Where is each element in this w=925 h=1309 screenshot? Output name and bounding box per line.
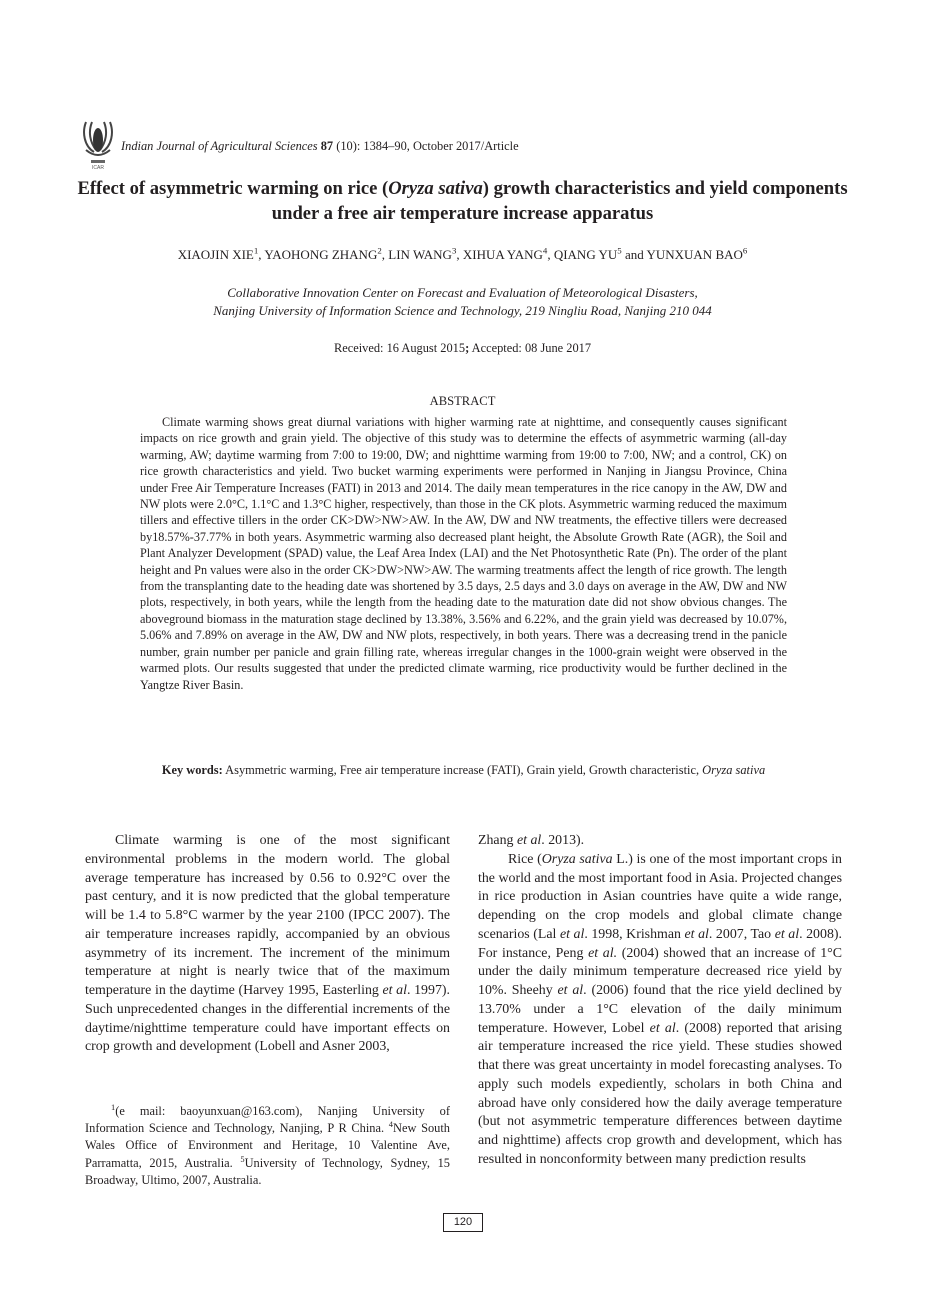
text-run: and YUNXUAN BAO: [621, 247, 743, 262]
text-run: et al.: [588, 945, 618, 961]
text-run: Climate warming shows great diurnal variations with higher warming rate at nighttime, and consequently causes significant impacts on rice growth and grain yield. The objective of this study was to determine the effects of asymmetric warming (all-day warming, AW; daytime warming from 7:00 to 19:00, DW; and nighttime warming from 19:00 to 7:00, NW; and a control, CK) on rice growth characteristics and yield. Two bucket warming experiments were performed in Nanjing in Jiangsu Province, China under Free Air Temperature Increases (FATI) in 2013 and 2014. The daily mean temperatures in the rice canopy in the AW, DW and NW plots were 2.0°C, 1.1°C and 1.3°C higher, respectively, than those in the CK plots. Asymmetric warming reduced the maximum tillers and effective tillers in the order CK>DW>NW>AW. In the AW, DW and NW treatments, the effective tillers were decreased by18.57%-37.77% in both years. Asymmetric warming also decreased plant height, the Absolute Growth Rate (AGR), the Soil and Plant Analyzer Development (SPAD) value, the Leaf Area Index (LAI) and the Net Photosynthetic Rate (Pn). The order of the plant height and Pn values were also in the order CK>DW>NW>AW. The warming treatments affect the length of rice growth. The length from the transplanting date to the heading date was shortened by 3.5 days, 2.5 days and 3.0 days on average in the AW, DW and NW plots, respectively, in both years, while the length from the heading date to the maturation date did not show obvious changes. The aboveground biomass in the maturation stage declined by 13.38%, 3.56% and 6.22%, and the grain yield was decreased by 10.07%, 5.06% and 7.89% on average in the AW, DW and NW plots, respectively, in both years. There was a decreasing trend in the panicle number, grain number per panicle and grain filling rate, whereas irregular changes in the 1000-grain weight were observed in the warmed plots. Our results suggested that under the predicted climate warming, rice productivity would be further declined in the Yangtze River Basin.: [140, 415, 787, 692]
text-run: . 2007, Tao: [708, 926, 775, 942]
text-run: Climate warming is one of the most significant environmental problems in the modern world. The global average temperature has increased by 0.56 to 0.92°C over the past century, and it is now predicted that the global temperature will be 1.4 to 5.8°C warmer by the year 2100 (IPCC 2007). The air temperature increases rapidly, accompanied by an obvious asymmetry of its increment. The increment of the minimum temperature at night is nearly twice that of the maximum temperature in the daytime (Harvey 1995, Easterling: [85, 833, 450, 998]
received-dates: [60, 341, 865, 356]
text-run: , YAOHONG ZHANG: [258, 247, 378, 262]
text-run: Accepted: 08 June 2017: [469, 341, 592, 355]
text-run: et al: [559, 926, 585, 942]
text-run: University of Technology, Sydney, 15 Broadway, Ultimo, 2007, Australia.: [85, 1155, 450, 1187]
text-run: Asymmetric warming, Free air temperature increase (FATI), Grain yield, Growth characteristic,: [222, 763, 703, 777]
footnote: [85, 1103, 450, 1189]
text-run: ;: [465, 341, 470, 355]
text-run: et al: [684, 926, 709, 942]
icar-logo: [80, 120, 116, 170]
text-run: Effect of asymmetric warming on rice (: [77, 178, 389, 199]
text-run: , QIANG YU: [547, 247, 618, 262]
body-paragraph: [478, 851, 842, 1170]
page-number: 120: [443, 1213, 483, 1232]
text-run: Received: 16 August 2015: [333, 341, 466, 355]
text-run: XIAOJIN XIE: [177, 247, 254, 262]
text-run: et al: [649, 1020, 676, 1036]
text-run: , LIN WANG: [381, 247, 452, 262]
text-run: , XIHUA YANG: [456, 247, 543, 262]
text-run: Oryza sativa: [541, 851, 613, 867]
text-run: 4: [542, 245, 548, 256]
text-run: 5: [617, 245, 622, 256]
text-run: Oryza sativa: [388, 178, 483, 199]
text-run: 3: [451, 245, 457, 256]
body-paragraph: [85, 832, 450, 1057]
text-run: Zhang: [478, 833, 517, 848]
text-run: . 2013).: [541, 833, 585, 848]
left-column: [85, 832, 450, 1057]
author-list: [60, 247, 865, 263]
text-run: . (2006) found that the rice yield declined by 13.70% under a 1°C elevation of the daily minimum temperature. However, Lobel: [478, 983, 842, 1036]
text-run: et al: [516, 833, 542, 848]
affiliation-line: Collaborative Innovation Center on Forecast and Evaluation of Meteorological Disasters,: [227, 285, 698, 300]
text-run: 4: [388, 1119, 393, 1130]
text-run: et al: [382, 983, 407, 998]
body-paragraph-continued: [478, 832, 842, 851]
text-run: . (2008) reported that arising air temperature increased the rice yield. These studies showed that there was great uncertainty in model forecasting analyses. To apply such models expediently, scholars in both China and abroad have only considered how the daily average temperature (but not asymmetric temperature differences between daytime and nighttime) affects crop growth and development, which has resulted in nonconformity between many prediction results: [478, 1020, 842, 1167]
wheat-logo-icon: [80, 120, 116, 170]
text-run: 1: [253, 245, 259, 256]
abstract-text: [140, 414, 787, 693]
affiliation-line: Nanjing University of Information Science and Technology, 219 Ningliu Road, Nanjing 210 044: [213, 303, 712, 318]
text-run: 2: [377, 245, 382, 256]
text-run: Rice (: [508, 851, 542, 867]
text-run: et al: [774, 926, 800, 942]
text-run: (e mail: baoyunxuan@163.com), Nanjing University of Information Science and Technology, Nanjing, P R China.: [85, 1104, 450, 1136]
paper-title: [60, 176, 865, 226]
text-run: L.) is one of the most important crops in the world and the most important food in Asia. Projected changes in rice production in Asian countries have quite a wide range, depending on the crop models and global climate change scenarios (Lal: [478, 851, 842, 942]
text-run: . 2008). For instance, Peng: [478, 926, 842, 961]
text-run: Indian Journal of Agricultural Sciences: [121, 139, 318, 153]
text-run: New South Wales Office of Environment and Heritage, 10 Valentine Ave, Parramatta, 2015, Australia.: [85, 1121, 450, 1170]
text-run: Oryza sativa: [702, 763, 766, 777]
text-run: (10): 1384–90, October 2017/Article: [333, 139, 519, 153]
text-run: 87: [320, 139, 334, 153]
svg-text:ICAR: ICAR: [92, 165, 104, 170]
text-run: Key words:: [161, 763, 223, 777]
text-run: 6: [742, 245, 748, 256]
right-column: [478, 832, 842, 1170]
text-run: . 1997). Such unprecedented changes in the differential increments of the daytime/nighttime temperature could have important effects on crop growth and development (Lobell and Asner 2003,: [85, 983, 450, 1055]
text-run: 5: [240, 1153, 245, 1164]
abstract-heading: ABSTRACT: [429, 394, 496, 408]
journal-citation: [121, 139, 519, 154]
text-run: 1: [111, 1101, 116, 1112]
text-run: ) growth characteristics and yield components under a free air temperature increase apparatus: [271, 178, 848, 224]
affiliation: [60, 284, 865, 320]
text-run: et al: [557, 983, 584, 998]
keywords: [140, 762, 787, 779]
text-run: (2004) showed that an increase of 1°C under the daily minimum temperature decreased rice yield by 10%. Sheehy: [478, 945, 842, 998]
text-run: . 1998, Krishman: [584, 926, 685, 942]
